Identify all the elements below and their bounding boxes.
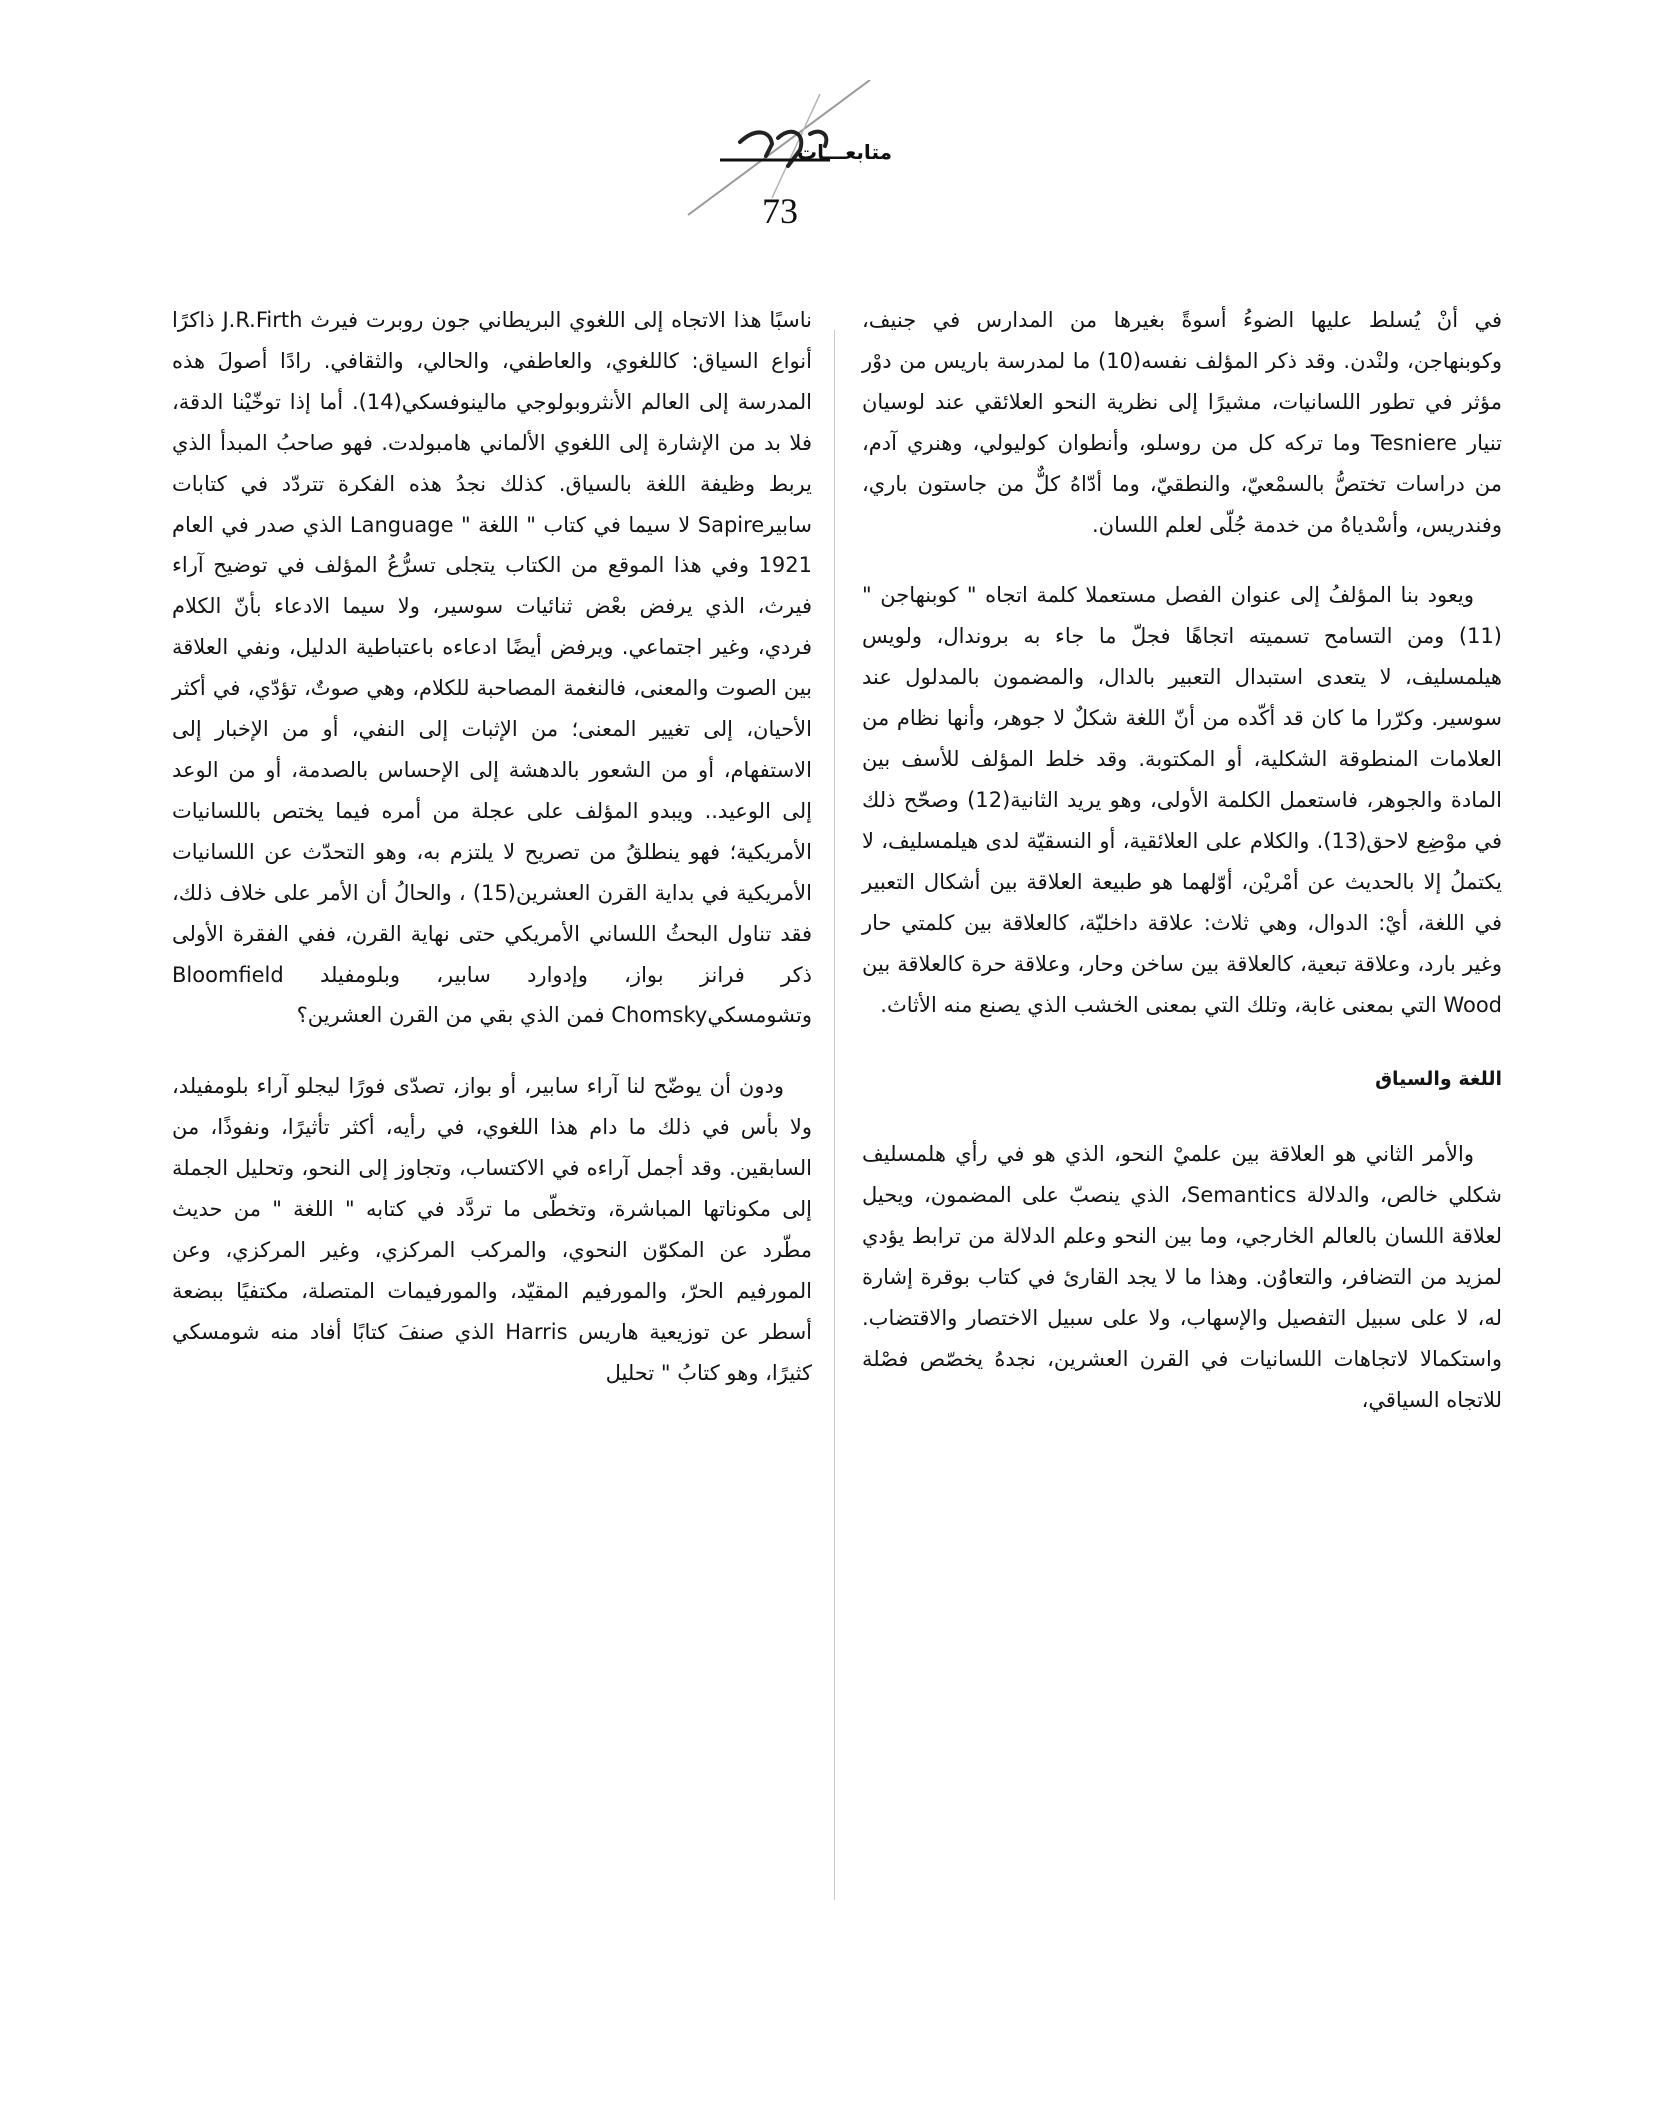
page-header [660,80,900,255]
page-number: 73 [762,191,798,231]
paragraph: والأمر الثاني هو العلاقة بين علميْ النحو، الذي هو في رأي هلمسليف شكلي خالص، والدلالة Semantics، الذي ينصبّ على المضمون، ويحيل لعلاقة اللسان بالعالم الخارجي، وما بين النحو وعلم الدلالة من ترابط يؤدي لمزيد من التضافر، والتعاوُن. وهذا ما لا يجد القارئ في كتاب بوقرة إشارة له، لا على سبيل التفصيل والإسهاب، ولا على سبيل الاختصار والاقتضاب. واستكمالا لاتجاهات اللسانيات في القرن العشرين، نجدهُ يخصّص فصْلة للاتجاه السياقي، [862,1142,1502,1412]
paragraph: ودون أن يوضّح لنا آراء سابير، أو بواز، تصدّى فورًا ليجلو آراء بلومفيلد، ولا بأس في ذلك ما دام هذا اللغوي، في رأيه، أكثر تأثيرًا، ونفوذًا، من السابقين. وقد أجمل آراءه في الاكتساب، وتجاوز إلى النحو، وتحليل الجملة إلى مكوناتها المباشرة، وتخطّى ما تردَّد في كتابه " اللغة " من حديث مطّرد عن المكوّن النحوي، والمركب المركزي، وغير المركزي، وعن المورفيم الحرّ، والمورفيم المقيّد، والمورفيمات المتصلة، مكتفيًا ببضعة أسطر عن توزيعية هاريس Harris الذي صنفَ كتابًا أفاد منه شومسكي كثيرًا، وهو كتابُ " تحليل [172,1074,812,1385]
paragraph: ناسبًا هذا الاتجاه إلى اللغوي البريطاني جون روبرت فيرث J.R.Firth ذاكرًا أنواع السياق: كاللغوي، والعاطفي، والحالي، والثقافي. رادًا أصولَ هذه المدرسة إلى العالم الأنثروبولوجي مالينوفسكي(14). أما إذا توخّيْنا الدقة، فلا بد من الإشارة إلى اللغوي الألماني هامبولدت. فهو صاحبُ المبدأ الذي يربط وظيفة اللغة بالسياق. كذلك نجدُ هذه الفكرة تتردّد في كتابات سابيرSapire لا سيما في كتاب " اللغة " Language الذي صدر في العام 1921 وفي هذا الموقع من الكتاب يتجلى تسرُّعُ المؤلف في توضيح آراء فيرث، الذي يرفض بعْض ثنائيات سوسير، ولا سيما الادعاء بأنّ الكلام فردي، وغير اجتماعي. ويرفض أيضًا ادعاءه باعتباطية الدليل، ونفي العلاقة بين الصوت والمعنى، فالنغمة المصاحبة للكلام، وهي صوتٌ، تؤدّي، في أكثر الأحيان، إلى تغيير المعنى؛ من الإثبات إلى النفي، أو من الإخبار إلى الاستفهام، أو من الشعور بالدهشة إلى الإحساس بالصدمة، أو من الوعد إلى الوعيد.. ويبدو المؤلف على عجلة من أمره فيما يختص باللسانيات الأمريكية؛ فهو ينطلقُ من تصريح لا يلتزم به، وهو التحدّث عن اللسانيات الأمريكية في بداية القرن العشرين(15) ، والحالُ أن الأمر على خلاف ذلك، فقد تناول البحثُ اللساني الأمريكي حتى نهاية القرن، ففي الفقرة الأولى ذكر فرانز بواز، وإدوارد سابير، وبلومفيلد Bloomfield وتشومسكيChomsky فمن الذي بقي من القرن العشرين؟ [172,308,813,1028]
right-column [862,300,1502,1421]
column-divider [834,330,835,1900]
paragraph: في أنْ يُسلط عليها الضوءُ أسوةً بغيرها من المدارس في جنيف، وكوبنهاجن، ولنْدن. وقد ذكر المؤلف نفسه(10) ما لمدرسة باريس من دوْر مؤثر في تطور اللسانيات، مشيرًا إلى نظرية النحو العلائقي عند لوسيان تنيار Tesniere وما تركه كل من روسلو، وأنطوان كوليولي، وهنري آدم، من دراسات تختصُّ بالسمْعيّ، والنطقيّ، وما أدّاهُ كلٌّ من جاستون باري، وفندريس، وأسْدياهُ من خدمة جُلّى لعلم اللسان. [862,308,1503,537]
paragraph: ويعود بنا المؤلفُ إلى عنوان الفصل مستعملا كلمة اتجاه " كوبنهاجن "(11) ومن التسامح تسميته اتجاهًا فجلّ ما جاء به بروندال، ولويس هيلمسليف، لا يتعدى استبدال التعبير بالدال، والمضمون بالمدلول عند سوسير. وكرّرا ما كان قد أكّده من أنّ اللغة شكلٌ لا جوهر، وأنها نظام من العلامات المنطوقة الشكلية، أو المكتوبة. وقد خلط المؤلف للأسف بين المادة والجوهر، فاستعمل الكلمة الأولى، وهو يريد الثانية(12) وصحّح ذلك في موْضِع لاحق(13). والكلام على العلائقية، أو النسقيّة لدى هيلمسليف، لا يكتملُ إلا بالحديث عن أمْريْن، أوّلهما هو طبيعة العلاقة بين أشكال التعبير في اللغة، أيْ: الدوال، وهي ثلاث: علاقة داخليّة، كالعلاقة بين كلمتي حار وغير بارد، وعلاقة تبعية، كالعلاقة بين ساخن وحار، وعلاقة حرة كالعلاقة بين Wood التي بمعنى غابة، وتلك التي بمعنى الخشب الذي يصنع منه الأثاث. [862,583,1502,1017]
section-heading: اللغة والسياق [1375,1068,1502,1091]
section-label: متابعـــات [797,140,892,164]
left-column [172,300,812,1394]
